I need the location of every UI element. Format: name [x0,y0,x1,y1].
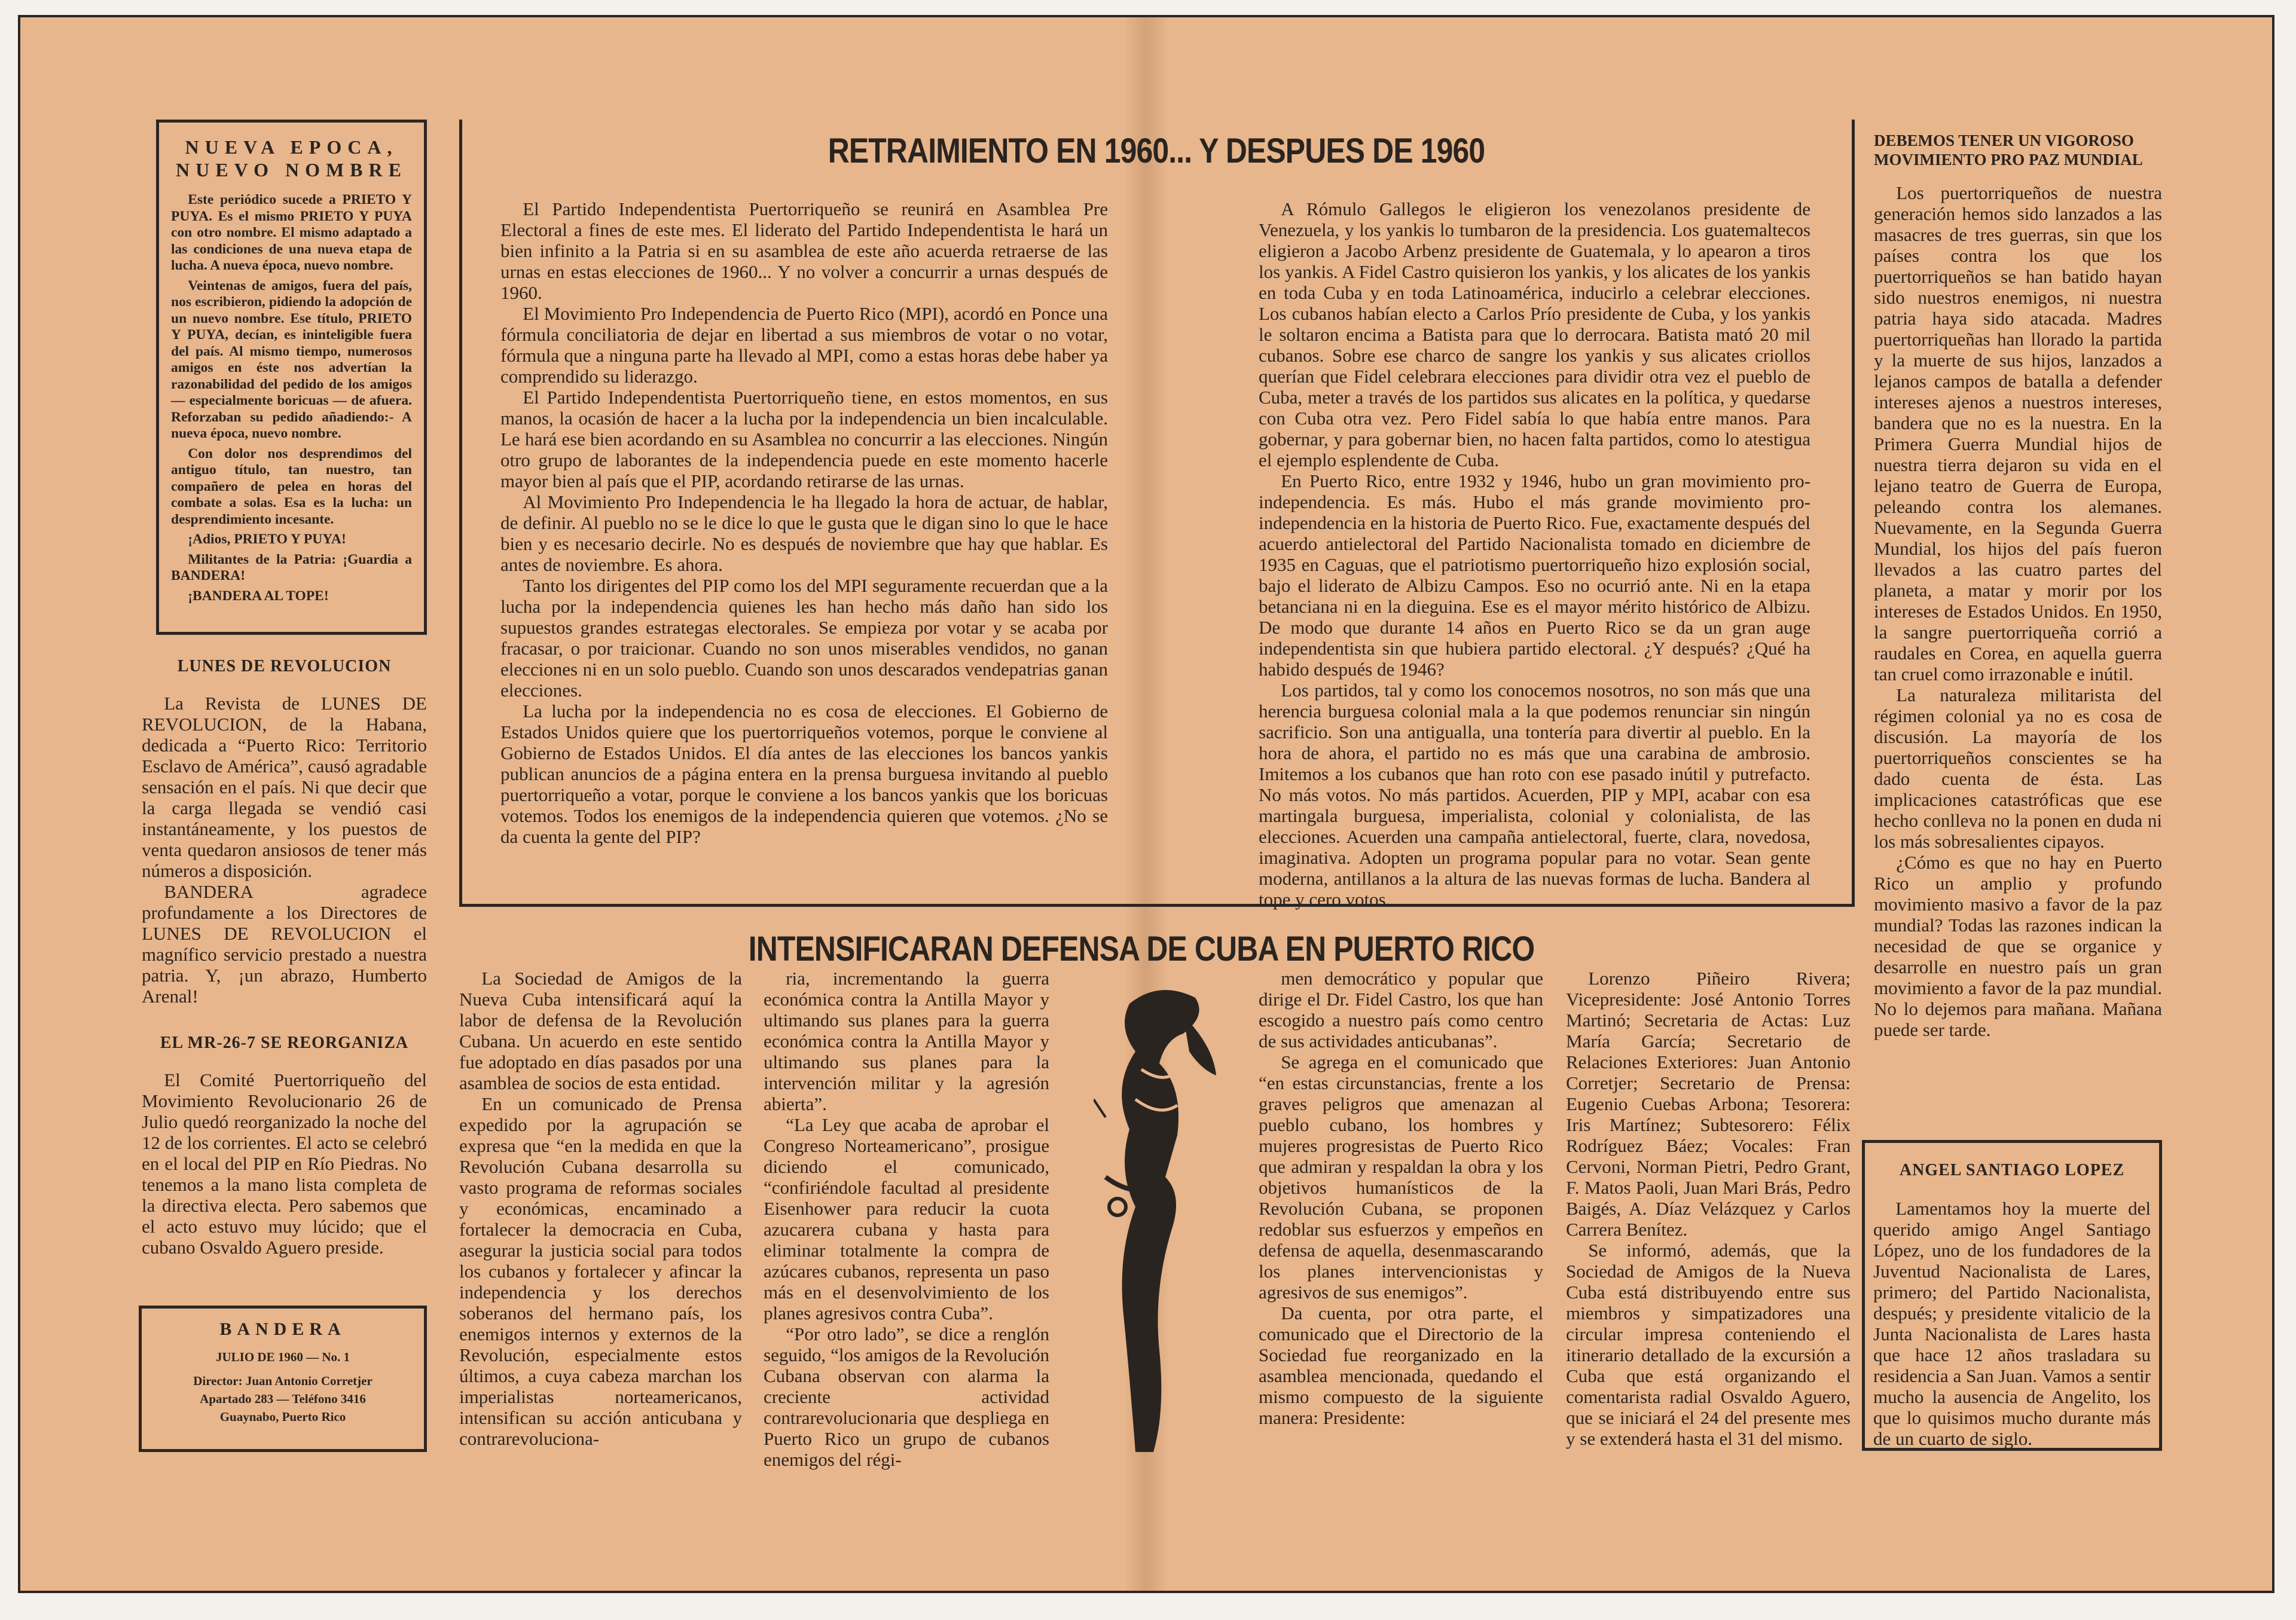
paragraph: La Revista de LUNES DE REVOLUCION, de la Habana, dedicada a “Puerto Rico: Territorio Esclavo de América”, causó agradable sensación en el país. Ni que decir que la carga llegada se vendió casi instantáneamente, y los puestos de venta quedaron ansiosos de tener más números a disposición. [142,693,427,881]
mr267-text [142,1069,427,1258]
nueva-epoca-title: NUEVA EPOCA, NUEVO NOMBRE [176,136,407,181]
paragraph: Militantes de la Patria: ¡Guardia a BANDERA! [171,551,412,583]
newspaper-page [18,15,2274,1593]
retraimiento-column-1 [500,198,1108,847]
nueva-epoca-box [156,120,427,635]
angel-obituary-box [1862,1140,2162,1451]
paragraph: Los puertorriqueños de nuestra generación hemos sido lanzados a las masacres de tres guerras, sin que los países contra los que los puertorriqueños se han batido hayan sido nuestros enemigos, ni nuestra patria haya sido atacada. Madres puertorriqueñas han llorado la partida y la muerte de sus hijos, lanzados a lejanos campos de batalla a defender intereses ajenos a nuestros intereses, bandera que no es la nuestra. En la Primera Guerra Mundial hijos de nuestra tierra dejaron su vida en el lejano teatro de Guerra de Europa, peleando contra los alemanes. Nuevamente, en la Segunda Guerra Mundial, los hijos del país fueron llevados a las cuatro partes del planeta, a matar y morir por los intereses de Estados Unidos. En 1950, la sangre puertorriqueña corrió a raudales en Corea, en aquella guerra tan cruel como irrazonable e inútil. [1874,182,2162,684]
paragraph: Con dolor nos desprendimos del antiguo título, tan nuestro, tan compañero de pelea en horas del combate a solas. Esa es la lucha: un desprendimiento incesante. [171,445,412,527]
paz-headline: DEBEMOS TENER UN VIGOROSO MOVIMIENTO PRO PAZ MUNDIAL [1874,132,2143,169]
paragraph: men democrático y popular que dirige el Dr. Fidel Castro, los que han escogido a nuestro país como centro de sus actividades anticubanas”. [1259,968,1543,1052]
cuba-column-3 [1259,968,1543,1428]
paragraph: Lorenzo Piñeiro Rivera; Vicepresidente: José Antonio Torres Martinó; Secretaria de Actas: Luz María García; Secretario de Relaciones Exteriores: Juan Antonio Corretjer; Secretario de Prensa: Eugenio Cuebas Arbona; Tesorera: Iris Martínez; Subtesorero: Félix Rodríguez Báez; Vocales: Fran Cervoni, Norman Pietri, Pedro Grant, F. Matos Paoli, Juan Mari Brás, Pedro Baigés, A. Díaz Velázquez y Carlos Carrera Benítez. [1566,968,1851,1240]
woodcut-illustration [1094,980,1225,1458]
paz-article [1874,131,2162,1040]
paragraph: ¡BANDERA AL TOPE! [188,588,329,604]
masthead-box [139,1306,427,1452]
paragraph: El Partido Independentista Puertorriqueño tiene, en estos momentos, en sus manos, la ocasión de hacer a la lucha por la independencia un bien incalculable. Le hará ese bien acordando en su Asamblea no concurrir a las elecciones. Ningún otro grupo de laborantes de la independencia puede en este momento hacerle mayor bien al país que el PIP, acordando retirarse de las urnas. [500,387,1108,491]
paragraph: Se informó, además, que la Sociedad de Amigos de la Nueva Cuba está distribuyendo entre sus miembros y simpatizadores una circular impresa conteniendo el itinerario detallado de la excursión a Cuba que está organizando el comentarista radial Osvaldo Aguero, que se iniciará el 24 del presente mes y se extenderá hasta el 31 del mismo. [1566,1240,1851,1449]
paragraph: La Sociedad de Amigos de la Nueva Cuba intensificará aquí la labor de defensa de la Revolución Cubana. Un acuerdo en este sentido fue adoptado en días pasados por una asamblea de socios de esta entidad. [459,968,742,1093]
paragraph: Los partidos, tal y como los conocemos nosotros, no son más que una herencia burguesa colonial mala a la que podemos renunciar sin ningún sacrificio. Son una antigualla, una tontería para divertir al pueblo. En la hora de ahora, el partido no es más que una carabina de ambrosio. Imitemos a los cubanos que han roto con ese pasado inútil y putrefacto. No más votos. No más partidos. Acuerden, PIP y MPI, acabar con esa martingala burguesa, imperialista, colonial y colonialista, de las elecciones. Acuerden una campaña antielectoral, fuerte, clara, novedosa, imaginativa. Adopten un programa popular para no votar. Sean gente moderna, antillanos a la altura de las nuevas formas de lucha. Bandera al tope y cero votos. [1259,680,1810,910]
paragraph: Al Movimiento Pro Independencia le ha llegado la hora de actuar, de hablar, de definir. Al pueblo no se le dice lo que le gusta que le digan sino lo que le hace bien y es necesario decirle. No es después de noviembre que hay que hablar. Es antes de noviembre. Es ahora. [500,491,1108,575]
paragraph: El Movimiento Pro Independencia de Puerto Rico (MPI), acordó en Ponce una fórmula conciliatoria de dejar en libertad a sus miembros de votar o no votar, fórmula que a ninguna parte ha llevado al MPI, como a estas horas debe haber ya comprendido su liderazgo. [500,303,1108,387]
cuba-column-4 [1566,968,1851,1449]
retraimiento-headline: RETRAIMIENTO EN 1960... Y DESPUES DE 1960 [828,132,1485,170]
angel-text [1873,1198,2151,1449]
cuba-headline: INTENSIFICARAN DEFENSA DE CUBA EN PUERTO RICO [748,930,1535,968]
lunes-article [142,657,427,1007]
paragraph: BANDERA agradece profundamente a los Directores de LUNES DE REVOLUCION el magnífico servicio prestado a nuestra patria. Y, ¡un abrazo, Humberto Arenal! [142,881,427,1007]
paragraph: A Rómulo Gallegos le eligieron los venezolanos presidente de Venezuela, y los yankis lo tumbaron de la presidencia. Los guatemaltecos eligieron a Jacobo Arbenz presidente de Guatemala, y lo apearon a tiros los yankis. A Fidel Castro quisieron los yankis, y los alicates de los yankis en toda Cuba y en toda Latinoamérica, inducirlo a celebrar elecciones. Los cubanos habían electo a Carlos Prío presidente de Cuba, y los yankis le soltaron encima a Batista para que lo derrocara. Batista mató 20 mil cubanos. Sobre ese charco de sangre los yankis y sus alicates criollos querían que Fidel celebrara elecciones para dividir otra vez el pueblo de Cuba, meter a través de los partidos sus alicates en la política, y quedarse con Cuba otra vez. Pero Fidel sabía lo que había entre manos. Para gobernar, y para gobernar bien, no hacen falta partidos, como lo atestigua el ejemplo esplendente de Cuba. [1259,198,1810,470]
paragraph: Se agrega en el comunicado que “en estas circunstancias, frente a los graves peligros que amenazan al pueblo cubano, los hombres y mujeres progresistas de Puerto Rico que admiran y respaldan la obra y los objetivos humanísticos de la Revolución Cubana, se proponen redoblar sus esfuerzos y empeños en defensa de aquella, desenmascarando los planes intervencionistas y agresivos de sus enemigos”. [1259,1052,1543,1303]
paragraph: El Partido Independentista Puertorriqueño se reunirá en Asamblea Pre Electoral a fines de este mes. El liderato del Partido Independentista le hará un bien infinito a la Patria si en su asamblea de este año acuerda retraerse de las urnas en estas elecciones de 1960... Y no volver a concurrir a urnas después de 1960. [500,198,1108,303]
paragraph: El Comité Puertorriqueño del Movimiento Revolucionario 26 de Julio quedó reorganizado la noche del 12 de los corrientes. El acto se celebró en el local del PIP en Río Piedras. No tenemos a la mano lista completa de la directiva electa. Pero sabemos que el acto estuvo muy lúcido; que el cubano Osvaldo Aguero preside. [142,1069,427,1258]
cuba-column-2 [764,968,1049,1470]
paragraph: La naturaleza militarista del régimen colonial ya no es cosa de discusión. La mayoría de los puertorriqueños conscientes se ha dado cuenta de ésta. Las implicaciones catastróficas que ese hecho conlleva no la ponen en duda ni los más sobresalientes cipayos. [1874,684,2162,852]
paragraph: Lamentamos hoy la muerte del querido amigo Angel Santiago López, uno de los fundadores de la Juventud Nacionalista de Lares, primero; del Partido Nacionalista, después; y presidente vitalicio de la Junta Nacionalista de Lares hasta que hace 12 años trasladara su residencia a San Juan. Vamos a sentir mucho la ausencia de Angelito, los que lo quisimos mucho durante más de un cuarto de siglo. [1873,1198,2151,1449]
paz-text [1874,182,2162,1040]
masthead-issue: JULIO DE 1960 — No. 1 [215,1350,350,1364]
angel-headline: ANGEL SANTIAGO LOPEZ [1899,1161,2125,1179]
lunes-headline: LUNES DE REVOLUCION [177,657,392,675]
paragraph: La lucha por la independencia no es cosa de elecciones. El Gobierno de Estados Unidos quiere que los puertorriqueños votemos, porque le conviene al Gobierno de Estados Unidos. El día antes de las elecciones los bancos yankis publican anuncios de a página entera en la prensa burguesa invitando al pueblo puertorriqueño a votar, porque le conviene a los bancos yankis que los boricuas votemos. Todos los enemigos de la independencia quieren que votemos. ¿No se da cuenta la gente del PIP? [500,701,1108,847]
paragraph: ria, incrementando la guerra económica contra la Antilla Mayor y ultimando sus planes para la guerra económica contra la Antilla Mayor y ultimando sus planes para la intervención militar y la agresión abierta”. [764,968,1049,1114]
nueva-epoca-text [171,192,412,604]
paragraph: “La Ley que acaba de aprobar el Congreso Norteamericano”, prosigue diciendo el comunicado, “confiriéndole facultad al presidente Eisenhower para reducir la cuota azucarera cubana y hasta para eliminar totalmente la compra de azúcares cubanos, representa un paso más en el desenvolvimiento de los planes agresivos contra Cuba”. [764,1114,1049,1323]
paragraph: Da cuenta, por otra parte, el comunicado que el Directorio de la Sociedad fue reorganizado en la asamblea mencionada, quedando el mismo compuesto de la siguiente manera: Presidente: [1259,1303,1543,1428]
paragraph: ¿Cómo es que no hay en Puerto Rico un amplio y profundo movimiento masivo a favor de la paz mundial? Todas las razones indican la necesidad de que se organice y desarrolle en nuestro país un gran movimiento a favor de la paz mundial. No lo dejemos para mañana. Mañana puede ser tarde. [1874,852,2162,1040]
paragraph: En Puerto Rico, entre 1932 y 1946, hubo un gran movimiento pro- independencia. Es más. Hubo el más grande movimiento pro-independencia en la historia de Puerto Rico. Fue, exactamente después del acuerdo antielectoral del Partido Nacionalista tomado en diciembre de 1935 en Caguas, que el patriotismo puertorriqueño hizo explosión social, bajo el liderato de Albizu Campos. Eso no ocurrió ante. Ni en la etapa betanciana ni en la dieguina. Ese es el mayor mérito histórico de Albizu. De modo que durante 14 años en Puerto Rico se da un gran auge independentista sin que hubiera partido electoral. ¿Y después? ¿Qué ha habido después de 1946? [1259,470,1810,680]
paragraph: Este periódico sucede a PRIETO Y PUYA. Es el mismo PRIETO Y PUYA con otro nombre. El mismo adaptado a las condiciones de una nueva etapa de lucha. A nueva época, nuevo nombre. [171,192,412,273]
paragraph: ¡Adios, PRIETO Y PUYA! [188,531,346,547]
masthead-city: Guaynabo, Puerto Rico [219,1410,346,1424]
paragraph: Tanto los dirigentes del PIP como los del MPI seguramente recuerdan que a la lucha por la independencia quienes les han hecho más daño han sido los supuestos grandes estrategas electorales. Se empieza por votar y se acaba por fracasar, o por traicionar. Cuando no son unos miserables vendidos, no ganan elecciones ni en un solo pueblo. Cuando son unos descarados vendepatrias ganan elecciones. [500,575,1108,701]
mr267-headline: EL MR-26-7 SE REORGANIZA [160,1034,409,1052]
masthead-director: Director: Juan Antonio Corretjer [193,1374,373,1388]
masthead-name: BANDERA [219,1319,346,1339]
mr267-article [142,1034,427,1258]
paragraph: En un comunicado de Prensa expedido por la agrupación se expresa que “en la medida en que la Revolución Cubana desarrolla su vasto programa de reformas sociales y económicas, encaminado a fortalecer la democracia en Cuba, asegurar la justicia social para todos los cubanos y fortalecer y afincar la independencia y los derechos soberanos del hermano país, los enemigos internos y externos de la Revolución, especialmente estos últimos, a cuya cabeza marchan los imperialistas norteamericanos, intensifican su acción anticubana y contrarevoluciona- [459,1093,742,1449]
paragraph: Veintenas de amigos, fuera del país, nos escribieron, pidiendo la adopción de un nuevo nombre. Ese título, PRIETO Y PUYA, decían, es ininteligible fuera del país. Al mismo tiempo, numerosos amigos en éste nos advertían la razonabilidad del pedido de los amigos — especialmente boricuas — de afuera. Reforzaban su pedido añadiendo:- A nueva época, nuevo nombre. [171,277,412,441]
paragraph: “Por otro lado”, se dice a renglón seguido, “los amigos de la Revolución Cubana observan con alarma la creciente actividad contrarevolucionaria que despliega en Puerto Rico un grupo de cubanos enemigos del régi- [764,1323,1049,1470]
masthead-address: Apartado 283 — Teléfono 3416 [200,1392,366,1406]
lunes-text [142,693,427,1007]
cuba-column-1 [459,968,742,1449]
retraimiento-column-2 [1259,198,1810,910]
